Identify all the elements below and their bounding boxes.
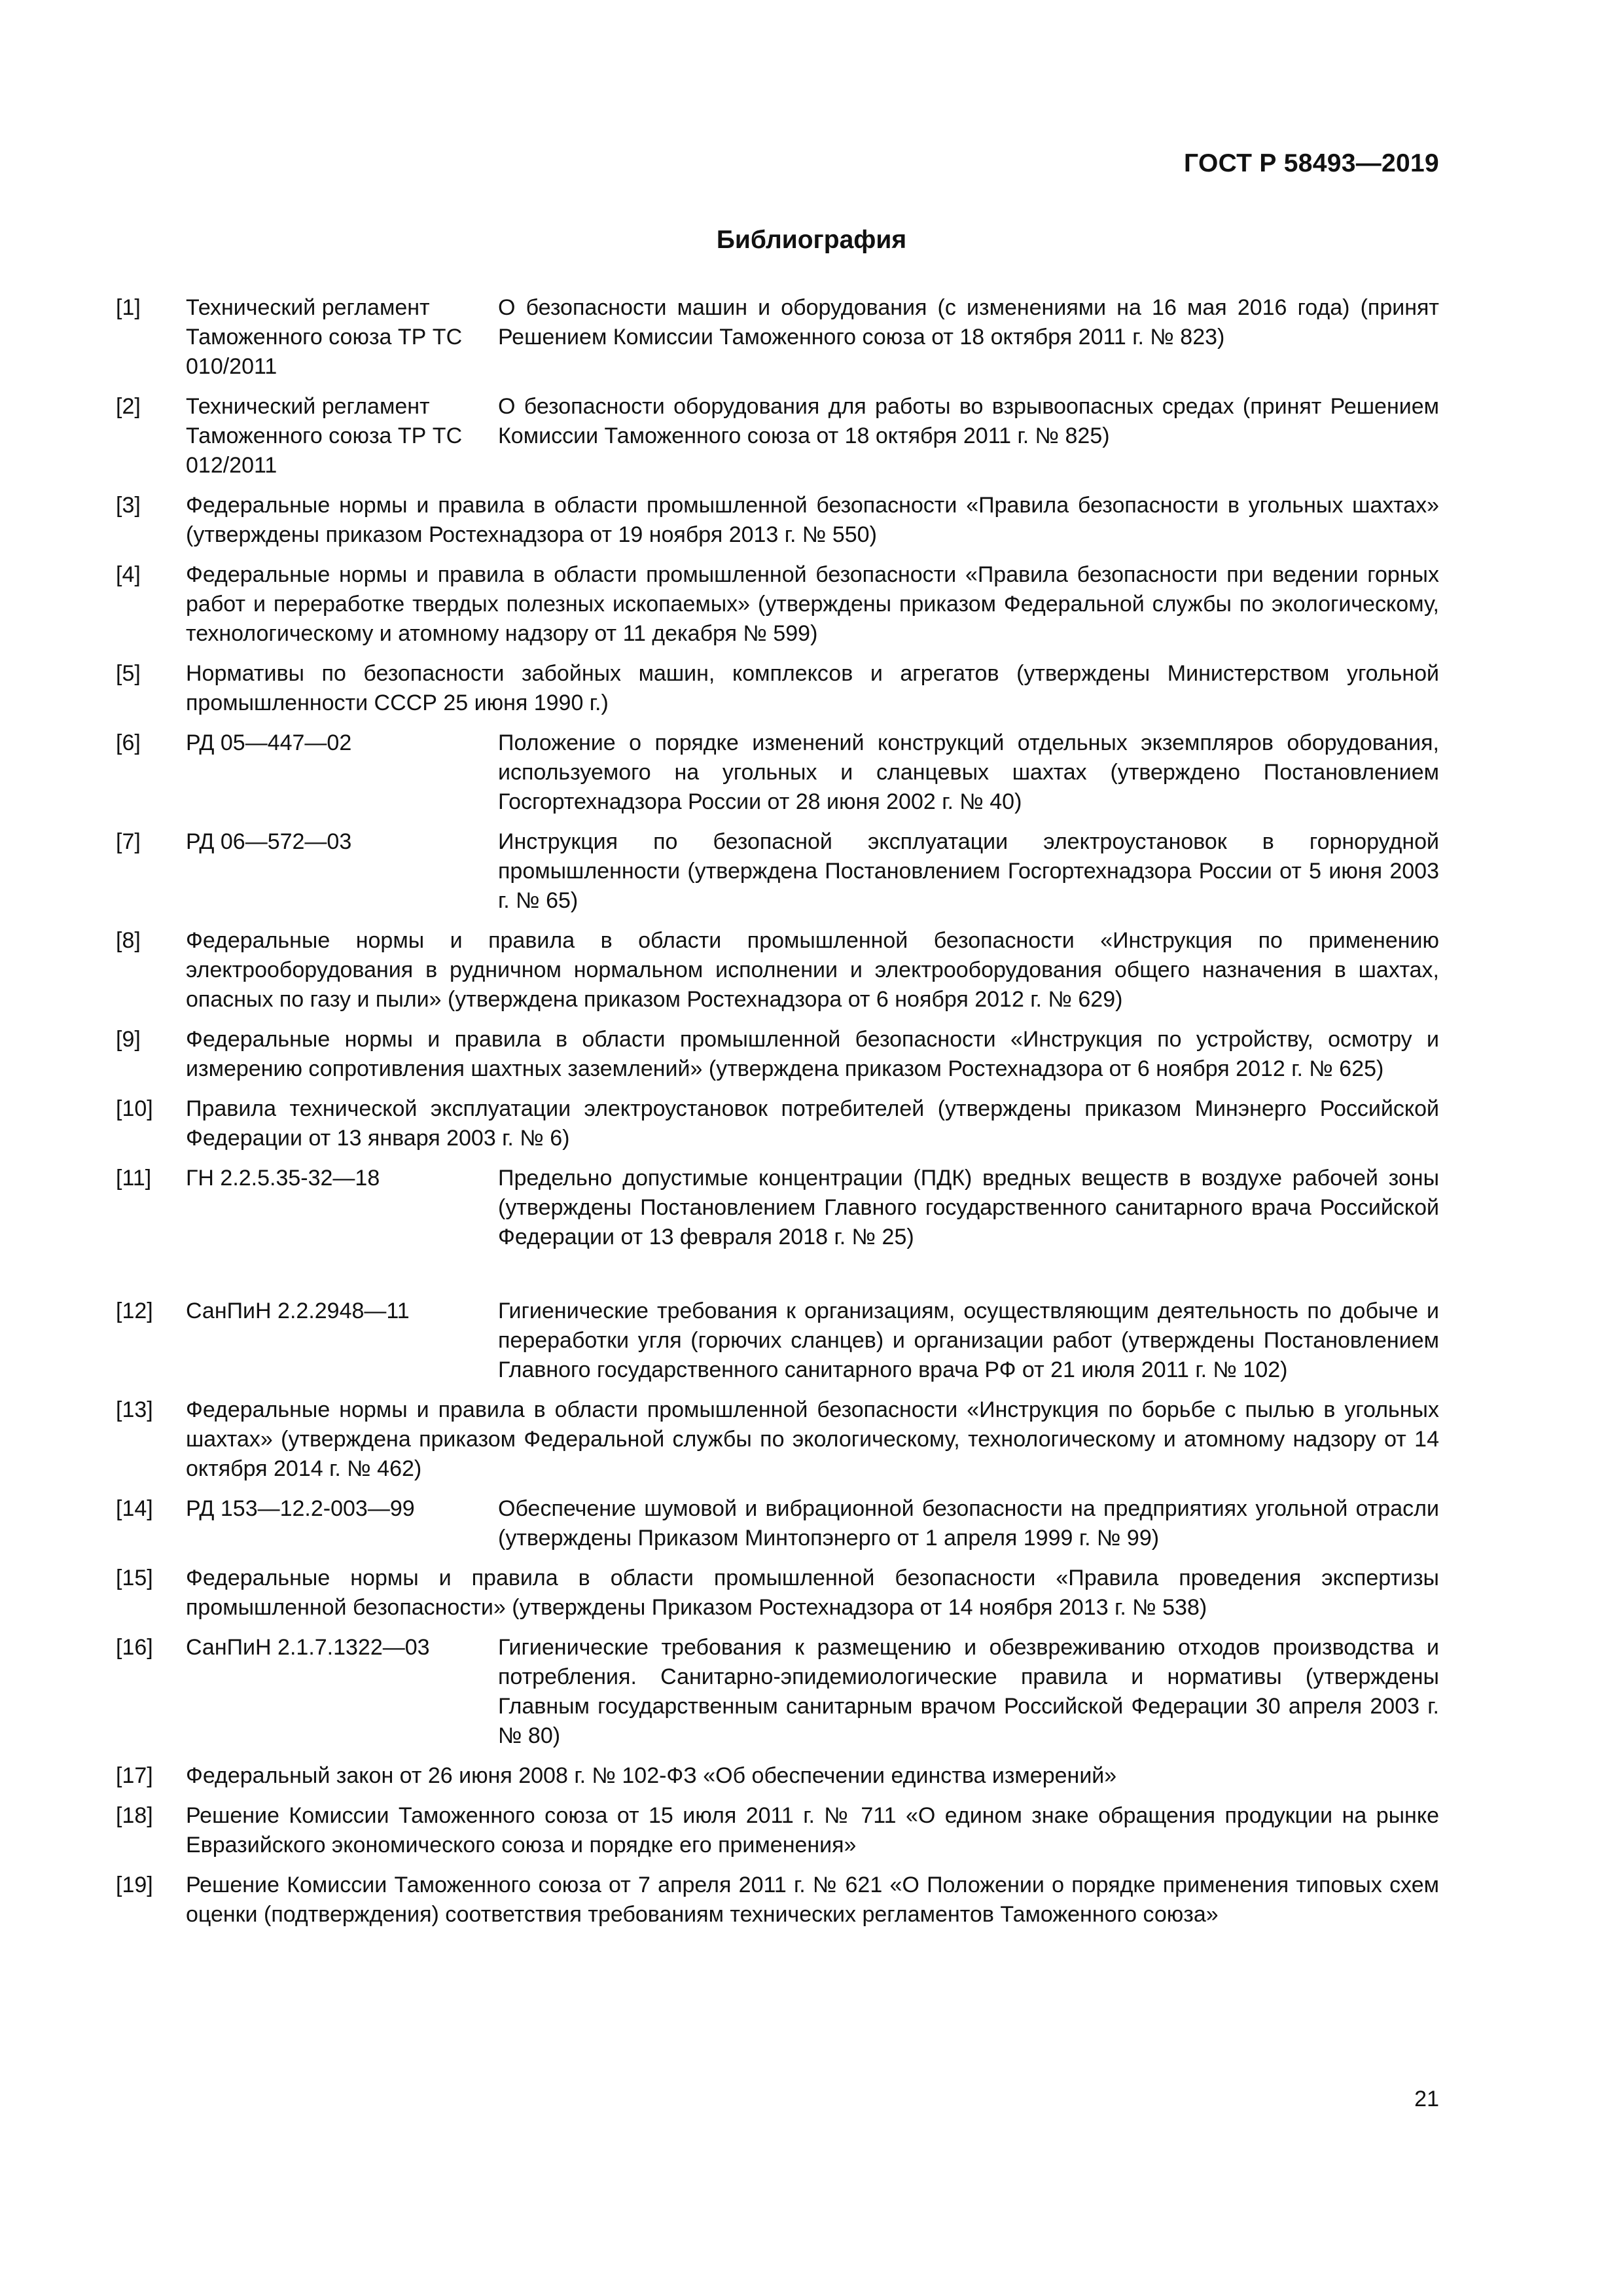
bib-text: Нормативы по безопасности забойных машин, комплексов и агрегатов (утверждены Министерством угольной промышленности СССР 25 июня 1990 г.) [186,661,1439,715]
bib-text: Гигиенические требования к размещению и обезвреживанию отходов производства и потребления. Санитарно-эпидемиологические правила и нормативы (утверждены Главным государственным санитарным врачом Российской Федерации 30 апреля 2003 г. № 80) [498,1635,1439,1748]
bib-code: РД 05—447—02 [186,730,352,755]
bib-text: Федеральный закон от 26 июня 2008 г. № 102-ФЗ «Об обеспечении единства измерений» [186,1763,1117,1788]
bib-entry-13 [116,1395,1439,1484]
bib-code: СанПиН 2.1.7.1322—03 [186,1635,430,1660]
bib-text: Федеральные нормы и правила в области промышленной безопасности «Правила безопасности в угольных шахтах» (утверждены приказом Ростехнадзора от 19 ноября 2013 г. № 550) [186,493,1439,547]
bib-number: [16] [116,1635,153,1660]
bib-entry-17 [116,1761,1439,1791]
bib-number: [2] [116,394,141,419]
bib-number: [5] [116,661,141,686]
bib-entry-10 [116,1094,1439,1153]
bib-entry-16 [116,1633,1439,1751]
bib-entry-6 [116,728,1439,817]
bib-entry-7 [116,827,1439,916]
bib-number: [6] [116,730,141,755]
bib-entry-4 [116,560,1439,649]
bib-number: [10] [116,1096,153,1121]
bib-code: РД 06—572—03 [186,829,352,854]
bib-text: О безопасности машин и оборудования (с изменениями на 16 мая 2016 года) (принят Решением Комиссии Таможенного союза от 18 октября 2011 г. № 823) [498,295,1439,350]
page-number: 21 [1414,2087,1439,2111]
bibliography-list [116,293,1439,1940]
bib-entry-14 [116,1494,1439,1553]
bib-number: [18] [116,1803,153,1828]
bib-text: О безопасности оборудования для работы во взрывоопасных средах (принят Решением Комиссии Таможенного союза от 18 октября 2011 г. № 825) [498,394,1439,448]
bib-number: [13] [116,1397,153,1422]
bib-number: [1] [116,295,141,320]
bib-entry-9 [116,1025,1439,1084]
bib-code: Технический регламент Таможенного союза ТР ТС 010/2011 [186,295,463,379]
bib-text: Решение Комиссии Таможенного союза от 15 июля 2011 г. № 711 «О едином знаке обращения продукции на рынке Евразийского экономического союза и порядке его применения» [186,1803,1439,1857]
bib-number: [9] [116,1027,141,1052]
bib-number: [7] [116,829,141,854]
bib-number: [14] [116,1496,153,1521]
bib-entry-3 [116,491,1439,550]
bibliography-title: Библиография [716,226,907,254]
bib-entry-19 [116,1871,1439,1929]
bib-text: Федеральные нормы и правила в области промышленной безопасности «Правила проведения экспертизы промышленной безопасности» (утверждены Приказом Ростехнадзора от 14 ноября 2013 г. № 538) [186,1566,1439,1620]
bib-number: [3] [116,493,141,518]
bib-code: СанПиН 2.2.2948—11 [186,1299,410,1323]
bib-number: [19] [116,1873,153,1897]
bib-entry-1 [116,293,1439,382]
document-code: ГОСТ Р 58493—2019 [1184,149,1439,177]
bib-entry-5 [116,659,1439,718]
bib-text: Федеральные нормы и правила в области промышленной безопасности «Инструкция по борьбе с пылью в угольных шахтах» (утверждена приказом Федеральной службы по экологическому, технологическому и атомному надзору от 14 октября 2014 г. № 462) [186,1397,1439,1481]
bib-text: Положение о порядке изменений конструкций отдельных экземпляров оборудования, используемого на угольных и сланцевых шахтах (утверждено Постановлением Госгортехнадзора России от 28 июня 2002 г. № 40) [498,730,1439,814]
bib-number: [12] [116,1299,153,1323]
bib-entry-15 [116,1564,1439,1623]
bib-text: Федеральные нормы и правила в области промышленной безопасности «Инструкция по применению электрооборудования в рудничном нормальном исполнении и электрооборудования общего назначения в шахтах, опасных по газу и пыли» (утверждена приказом Ростехнадзора от 6 ноября 2012 г. № 629) [186,928,1439,1012]
bib-number: [8] [116,928,141,953]
bib-number: [15] [116,1566,153,1590]
bib-number: [17] [116,1763,153,1788]
bib-text: Решение Комиссии Таможенного союза от 7 апреля 2011 г. № 621 «О Положении о порядке применения типовых схем оценки (подтверждения) соответствия требованиям технических регламентов Таможенного союза» [186,1873,1439,1927]
bib-number: [4] [116,562,141,587]
bib-text: Обеспечение шумовой и вибрационной безопасности на предприятиях угольной отрасли (утверждены Приказом Минтопэнерго от 1 апреля 1999 г. № 99) [498,1496,1439,1551]
bib-text: Правила технической эксплуатации электроустановок потребителей (утверждены приказом Минэнерго Российской Федерации от 13 января 2003 г. № 6) [186,1096,1439,1151]
bib-text: Предельно допустимые концентрации (ПДК) вредных веществ в воздухе рабочей зоны (утверждены Постановлением Главного государственного санитарного врача Российской Федерации от 13 февраля 2018 г. № 25) [498,1166,1439,1249]
bib-number: [11] [116,1166,152,1191]
bib-text: Федеральные нормы и правила в области промышленной безопасности «Инструкция по устройству, осмотру и измерению сопротивления шахтных заземлений» (утверждена приказом Ростехнадзора от 6 ноября 2012 г. № 625) [186,1027,1439,1081]
bib-code: РД 153—12.2-003—99 [186,1496,415,1521]
bib-entry-11 [116,1164,1439,1252]
bib-text: Гигиенические требования к организациям, осуществляющим деятельность по добыче и переработки угля (горючих сланцев) и организации работ (утверждены Постановлением Главного государственного санитарного врача РФ от 21 июля 2011 г. № 102) [498,1299,1439,1382]
bib-entry-18 [116,1801,1439,1860]
bib-code: ГН 2.2.5.35-32—18 [186,1166,380,1191]
bib-entry-8 [116,926,1439,1014]
bib-entry-12 [116,1297,1439,1385]
bib-code: Технический регламент Таможенного союза ТР ТС 012/2011 [186,394,463,478]
bib-entry-2 [116,392,1439,480]
bib-text: Инструкция по безопасной эксплуатации электроустановок в горнорудной промышленности (утверждена Постановлением Госгортехнадзора России от 5 июня 2003 г. № 65) [498,829,1439,913]
bib-text: Федеральные нормы и правила в области промышленной безопасности «Правила безопасности при ведении горных работ и переработке твердых полезных ископаемых» (утверждены приказом Федеральной службы по экологическому, технологическому и атомному надзору от 11 декабря № 599) [186,562,1439,646]
